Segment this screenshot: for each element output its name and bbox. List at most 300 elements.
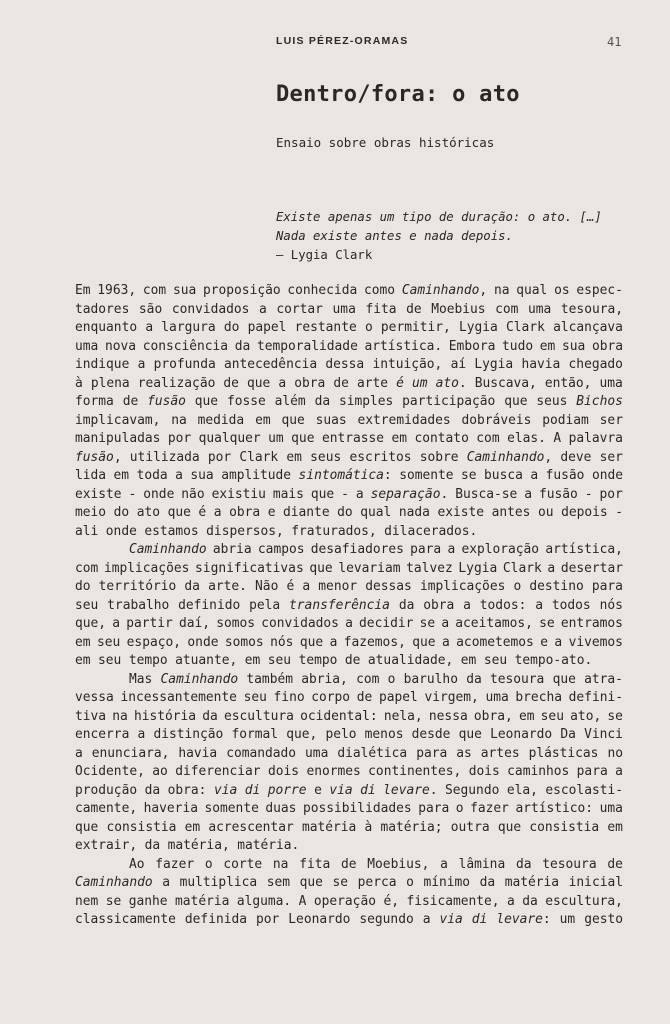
word: barulho: [403, 671, 458, 687]
word: é: [396, 375, 404, 391]
word: todos: [551, 597, 591, 613]
word: à: [364, 819, 373, 835]
word: tempo: [298, 653, 338, 668]
word: podiam: [542, 412, 589, 428]
word: Lygia: [458, 560, 498, 576]
word: meio: [75, 505, 107, 520]
word: via: [329, 782, 353, 798]
word: talvez: [406, 560, 453, 576]
text-line: [75, 800, 623, 819]
word: seu: [98, 653, 122, 668]
word: artístico:: [515, 801, 594, 816]
word: lâmina: [458, 856, 506, 872]
word: atra-: [584, 671, 623, 687]
word: exploração: [461, 542, 540, 557]
word: fazemos,: [343, 634, 406, 650]
word: seu: [540, 708, 564, 724]
word: tadores: [75, 301, 130, 317]
word: com: [476, 431, 500, 446]
word: Leonardo: [490, 727, 553, 742]
word: a: [441, 634, 450, 650]
word: dessas: [365, 579, 412, 594]
word: largura: [161, 320, 216, 335]
text-line: [75, 338, 623, 357]
word: a: [259, 301, 267, 317]
text-line: [75, 301, 623, 320]
word: Clark: [502, 560, 542, 576]
word: dois: [267, 764, 300, 779]
word: se: [332, 875, 349, 890]
epigraph: [276, 208, 602, 265]
word: existe: [437, 505, 485, 520]
word: então,: [544, 375, 592, 391]
word: ocidental:: [300, 708, 378, 724]
word: em: [518, 708, 535, 724]
word: transferência: [289, 597, 390, 613]
word: tesoura: [542, 856, 597, 872]
word: nessa: [428, 708, 468, 724]
word: A: [298, 893, 307, 909]
word: defini-: [568, 690, 623, 705]
word: para: [410, 542, 442, 557]
word: papel: [247, 320, 287, 335]
word: fosse: [226, 394, 266, 409]
word: existiu: [211, 486, 266, 502]
word: fita: [365, 301, 397, 317]
word: qual: [516, 283, 548, 298]
word: nova: [104, 338, 137, 354]
word: levariam: [338, 560, 401, 576]
word: levare.: [383, 782, 438, 798]
word: com: [75, 560, 99, 576]
word: formal: [231, 727, 279, 742]
word: tempo: [128, 653, 168, 668]
word: obra: [294, 375, 326, 391]
word: nós: [599, 597, 623, 613]
word: via: [439, 912, 463, 927]
word: vivemos: [568, 634, 623, 650]
word: ganhe: [128, 893, 168, 909]
word: artística.: [364, 338, 443, 354]
text-line: [75, 782, 623, 801]
essay-title: Dentro/fora: o ato: [276, 82, 520, 107]
word: tesoura,: [560, 301, 623, 317]
word: enquanto: [75, 320, 138, 335]
text-line: [75, 486, 623, 505]
word: escultura: [224, 708, 294, 724]
word: convidados: [171, 301, 250, 317]
word: tempo-ato.: [514, 653, 593, 668]
word: indique: [75, 357, 130, 372]
word: daí,: [179, 616, 211, 631]
word: Caminhando,: [466, 449, 553, 465]
word: pelo: [325, 727, 357, 742]
word: -: [584, 486, 593, 502]
word: ao: [152, 764, 168, 779]
word: porre: [267, 782, 307, 798]
word: na: [272, 856, 289, 872]
word: de: [356, 690, 373, 705]
running-head-author: LUIS PÉREZ-ORAMAS: [276, 35, 409, 47]
word: Ocidente,: [75, 764, 145, 779]
text-line: [75, 282, 623, 301]
word: a: [302, 579, 311, 594]
word: a: [355, 486, 364, 502]
word: se: [539, 616, 555, 631]
word: fusão,: [75, 449, 122, 465]
word: lida: [75, 468, 107, 483]
word: obra:: [167, 782, 207, 798]
word: desde: [411, 727, 451, 742]
text-line: [75, 689, 623, 708]
word: espaço,: [126, 634, 181, 650]
word: atualidade,: [367, 653, 454, 668]
word: depois: [561, 505, 608, 520]
word: que: [291, 431, 315, 446]
word: que: [167, 505, 191, 520]
word: Clark: [239, 449, 279, 465]
word: somos: [224, 634, 264, 650]
word: o: [364, 320, 373, 335]
word: obra,: [473, 708, 513, 724]
word: os: [554, 283, 570, 298]
word: via: [213, 782, 238, 798]
word: menos: [364, 727, 404, 742]
word: perca: [357, 875, 397, 890]
word: contato: [414, 431, 469, 446]
word: menor: [318, 579, 358, 594]
word: e: [540, 634, 548, 650]
word: partir: [126, 616, 173, 631]
word: trabalho: [107, 597, 170, 613]
word: se: [461, 468, 477, 483]
text-line: [75, 393, 623, 412]
word: Caminhando: [160, 671, 239, 687]
word: campos: [257, 542, 305, 557]
word: desertar: [560, 560, 623, 576]
word: da: [398, 597, 415, 613]
word: extrair,: [75, 838, 138, 853]
word: a: [422, 912, 431, 927]
word: Ao: [129, 856, 145, 872]
word: definido: [178, 597, 241, 613]
word: mais: [272, 486, 304, 502]
word: di: [471, 912, 488, 927]
word: possibilidades: [302, 801, 412, 816]
word: com: [495, 301, 519, 317]
text-line: [75, 412, 623, 431]
epigraph-attribution: — Lygia Clark: [276, 248, 373, 262]
word: qual: [360, 505, 392, 520]
word: sua: [190, 468, 214, 483]
word: temporalidade: [256, 338, 358, 354]
word: corpo: [311, 690, 351, 705]
word: Segundo: [445, 782, 500, 798]
word: produção: [75, 782, 138, 798]
word: nem: [75, 893, 99, 909]
word: consistia: [529, 819, 600, 835]
word: a: [329, 634, 338, 650]
word: escritos: [349, 449, 412, 465]
word: da: [479, 875, 496, 890]
word: uma: [599, 375, 623, 391]
word: dialética: [337, 745, 408, 761]
word: que: [281, 412, 305, 428]
word: em: [286, 449, 302, 465]
word: o: [513, 579, 522, 594]
word: matéria.: [237, 838, 300, 853]
word: e: [314, 782, 322, 798]
word: para: [418, 801, 450, 816]
word: Da: [560, 727, 576, 742]
word: Em: [75, 283, 91, 298]
word: além: [274, 394, 306, 409]
page-number: 41: [607, 35, 622, 49]
word: de: [333, 375, 349, 391]
word: da: [314, 394, 331, 409]
word: da: [234, 338, 251, 354]
word: espec-: [576, 283, 623, 298]
word: plena: [90, 375, 130, 391]
word: com: [356, 671, 380, 687]
word: aí: [450, 357, 467, 372]
word: sua: [561, 338, 586, 354]
word: história: [133, 708, 197, 724]
word: do: [337, 505, 353, 520]
word: nós: [270, 634, 294, 650]
text-line: [75, 578, 623, 597]
word: nada: [398, 505, 430, 520]
word: a: [447, 542, 456, 557]
word: é: [286, 579, 295, 594]
word: com: [142, 283, 167, 298]
word: utilizada: [129, 449, 200, 465]
word: implicações: [419, 579, 506, 594]
word: alcançava: [553, 320, 623, 335]
word: como: [364, 283, 396, 298]
text-line: [75, 893, 623, 912]
word: seus: [536, 394, 568, 409]
word: tesoura: [489, 671, 545, 687]
word: a: [175, 468, 183, 483]
word: que: [458, 727, 482, 742]
word: uma: [528, 301, 552, 317]
text-line: [75, 634, 623, 653]
word: que: [299, 875, 323, 890]
word: brecha: [515, 690, 562, 705]
word: tiva: [75, 708, 107, 724]
word: território: [98, 579, 177, 594]
word: não: [181, 486, 205, 502]
word: se: [419, 616, 436, 631]
word: somos: [216, 616, 256, 631]
word: seu: [243, 690, 267, 705]
word: continentes,: [368, 764, 462, 779]
word: Moebius,: [367, 856, 430, 872]
word: matéria,: [167, 838, 230, 853]
word: enunciara,: [91, 745, 170, 761]
word: aceitamos,: [455, 616, 533, 631]
word: somente: [204, 801, 259, 816]
word: a: [441, 616, 450, 631]
word: da: [184, 579, 200, 594]
word: fusão: [147, 394, 186, 409]
word: abria: [212, 542, 252, 557]
word: que: [497, 819, 522, 835]
word: ela,: [506, 782, 538, 798]
text-line: [75, 726, 623, 745]
word: acrescentar: [208, 819, 294, 835]
word: acometemos: [456, 634, 534, 650]
word: profunda: [153, 357, 216, 372]
word: consciência: [142, 338, 229, 354]
word: deve: [560, 449, 592, 465]
word: Caminhando: [129, 542, 207, 557]
word: as: [456, 745, 472, 761]
word: Caminhando: [75, 875, 153, 890]
word: o: [204, 856, 213, 872]
word: seu: [75, 597, 99, 613]
word: é,: [383, 893, 399, 909]
word: atuante,: [175, 653, 238, 668]
word: na: [171, 412, 187, 428]
word: para: [591, 579, 623, 594]
word: sintomática:: [298, 468, 392, 483]
word: seu: [267, 653, 292, 668]
word: enormes: [306, 764, 361, 779]
word: havia: [178, 745, 218, 761]
word: gesto: [584, 912, 623, 927]
word: -: [615, 505, 623, 520]
word: do: [113, 505, 130, 520]
word: em: [255, 412, 271, 428]
word: virgem,: [424, 690, 479, 705]
word: papel: [378, 690, 418, 705]
word: diferenciar: [175, 764, 261, 779]
word: arte: [356, 375, 389, 391]
word: à: [75, 375, 83, 391]
word: a: [554, 634, 563, 650]
word: dessa: [325, 357, 365, 372]
word: tudo: [502, 338, 534, 354]
word: caminhos: [507, 764, 570, 779]
word: da: [522, 893, 538, 909]
word: de: [223, 375, 239, 391]
word: Lygia: [459, 320, 498, 335]
word: alguma.: [236, 893, 292, 909]
text-line: [75, 856, 623, 875]
word: de: [406, 301, 422, 317]
word: manipuladas: [75, 431, 161, 446]
word: a: [615, 764, 623, 779]
word: haveria: [143, 801, 198, 816]
word: se: [105, 893, 122, 909]
word: elas.: [507, 431, 546, 446]
word: 1963,: [97, 283, 137, 298]
word: cortar: [276, 301, 323, 317]
word: fusão: [545, 468, 585, 483]
word: que: [310, 486, 335, 502]
word: uma: [332, 301, 356, 317]
word: seu: [483, 653, 508, 668]
word: fazer: [470, 801, 509, 816]
word: uma: [599, 801, 623, 816]
word: em: [607, 819, 623, 835]
word: dispersos,: [206, 523, 284, 539]
word: a: [547, 560, 556, 576]
word: são: [138, 301, 163, 317]
word: que: [412, 634, 436, 650]
word: da: [202, 708, 218, 724]
word: que: [75, 819, 99, 835]
word: -: [341, 486, 349, 502]
word: estamos: [144, 523, 199, 539]
word: por: [167, 431, 192, 446]
word: todos:: [479, 597, 527, 613]
word: ato: [136, 505, 160, 520]
word: -: [128, 486, 137, 502]
word: duas: [265, 801, 297, 816]
word: plásticas: [528, 745, 599, 761]
text-line: [75, 745, 623, 764]
word: A: [553, 431, 562, 446]
word: obra: [591, 338, 623, 354]
word: que: [247, 375, 271, 391]
word: simples: [338, 394, 394, 409]
word: abria,: [301, 671, 348, 687]
word: definida: [184, 912, 247, 927]
word: ser: [599, 412, 623, 428]
word: antecedência: [223, 357, 318, 372]
word: artística,: [545, 542, 623, 557]
text-line: [75, 560, 623, 579]
word: mínimo: [423, 875, 471, 890]
word: a: [162, 875, 170, 890]
word: fusão: [539, 486, 578, 502]
word: que,: [75, 616, 107, 631]
text-line: [75, 504, 623, 523]
word: desafiadores: [310, 542, 404, 557]
word: também: [246, 671, 293, 687]
word: Busca-se: [455, 486, 518, 502]
word: sobre: [419, 449, 459, 465]
word: o: [455, 801, 464, 816]
word: uma: [485, 690, 509, 705]
text-line: [75, 541, 623, 560]
word: entramos: [560, 616, 623, 631]
word: Mas: [129, 671, 153, 687]
word: Leonardo: [288, 912, 351, 927]
word: que: [504, 394, 528, 409]
word: o: [406, 875, 414, 890]
word: convidados: [261, 616, 339, 631]
word: encerra: [75, 727, 130, 742]
word: dilacerados.: [384, 523, 478, 539]
word: da: [466, 671, 482, 687]
word: segundo: [359, 912, 414, 927]
word: vessa: [75, 690, 114, 705]
word: de: [607, 856, 623, 872]
word: da: [144, 782, 161, 798]
word: amplitude: [221, 468, 292, 483]
word: seus: [310, 449, 342, 465]
word: dobráveis: [461, 412, 532, 428]
word: em: [244, 653, 261, 668]
word: escultura,: [545, 893, 623, 909]
word: por: [256, 912, 280, 927]
word: é: [198, 505, 207, 520]
text-line: [75, 652, 623, 671]
